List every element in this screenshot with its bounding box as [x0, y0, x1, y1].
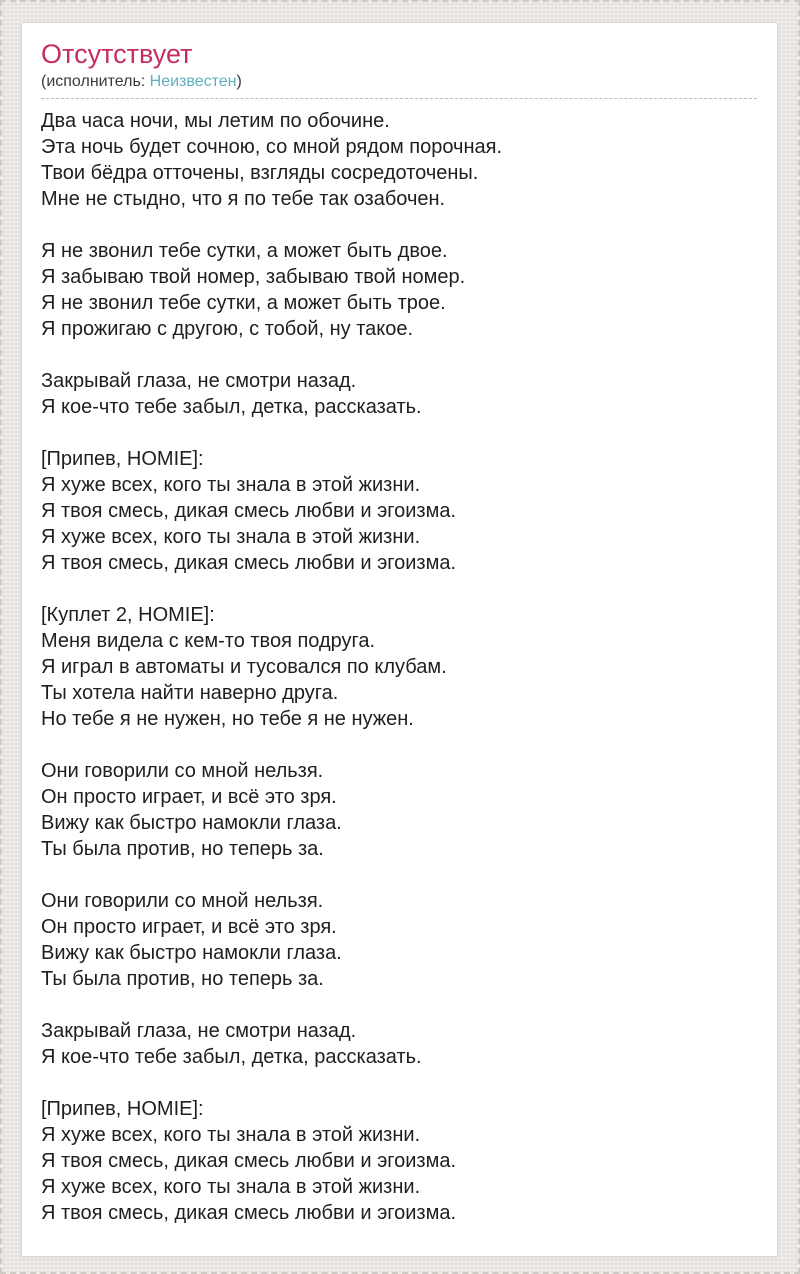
- lyrics-line: Вижу как быстро намокли глаза.: [41, 942, 342, 964]
- lyrics-line: Я твоя смесь, дикая смесь любви и эгоизма.: [41, 552, 457, 574]
- lyrics-line: Я твоя смесь, дикая смесь любви и эгоизма.: [41, 500, 457, 522]
- lyrics-line: Вижу как быстро намокли глаза.: [41, 812, 342, 834]
- lyrics-line: Меня видела с кем-то твоя подруга.: [41, 630, 376, 652]
- lyrics-line: Я кое-что тебе забыл, детка, рассказать.: [41, 1046, 422, 1068]
- lyrics-line: [Куплет 2, HOMIE]:: [41, 604, 215, 626]
- lyrics-line: Они говорили со мной нельзя.: [41, 890, 324, 912]
- lyrics-line: Эта ночь будет сочною, со мной рядом порочная.: [41, 136, 503, 158]
- artist-link[interactable]: Неизвестен: [149, 73, 237, 90]
- lyrics-line: Твои бёдра отточены, взгляды сосредоточены.: [41, 162, 479, 184]
- lyrics-stanza: [41, 368, 757, 420]
- page-title: Отсутствует: [41, 39, 193, 69]
- lyrics-line: Я забываю твой номер, забываю твой номер.: [41, 266, 466, 288]
- lyrics-card: [21, 22, 778, 1257]
- lyrics-stanza: [41, 446, 757, 576]
- song-subtitle: [41, 71, 757, 92]
- lyrics-stanza: [41, 1096, 757, 1226]
- lyrics: [41, 108, 757, 1226]
- lyrics-line: Я хуже всех, кого ты знала в этой жизни.: [41, 1176, 421, 1198]
- lyrics-line: Я кое-что тебе забыл, детка, рассказать.: [41, 396, 422, 418]
- lyrics-line: Я прожигаю с другою, с тобой, ну такое.: [41, 318, 414, 340]
- song-header: [41, 23, 757, 99]
- lyrics-line: Но тебе я не нужен, но тебе я не нужен.: [41, 708, 414, 730]
- lyrics-line: Мне не стыдно, что я по тебе так озабочен.: [41, 188, 446, 210]
- lyrics-line: Я твоя смесь, дикая смесь любви и эгоизма.: [41, 1150, 457, 1172]
- lyrics-line: Ты была против, но теперь за.: [41, 968, 324, 990]
- lyrics-stanza: [41, 238, 757, 342]
- lyrics-line: Я твоя смесь, дикая смесь любви и эгоизма.: [41, 1202, 457, 1224]
- lyrics-line: Закрывай глаза, не смотри назад.: [41, 370, 357, 392]
- lyrics-line: Я играл в автоматы и тусовался по клубам.: [41, 656, 447, 678]
- lyrics-line: Два часа ночи, мы летим по обочине.: [41, 110, 390, 132]
- lyrics-line: Я хуже всех, кого ты знала в этой жизни.: [41, 1124, 421, 1146]
- lyrics-stanza: [41, 888, 757, 992]
- lyrics-line: Я хуже всех, кого ты знала в этой жизни.: [41, 474, 421, 496]
- lyrics-line: Я не звонил тебе сутки, а может быть трое.: [41, 292, 446, 314]
- lyrics-stanza: [41, 1018, 757, 1070]
- lyrics-line: [Припев, HOMIE]:: [41, 1098, 204, 1120]
- subtitle-suffix: ): [236, 73, 242, 90]
- lyrics-line: Я не звонил тебе сутки, а может быть двое.: [41, 240, 448, 262]
- lyrics-stanza: [41, 108, 757, 212]
- lyrics-stanza: [41, 758, 757, 862]
- lyrics-line: Закрывай глаза, не смотри назад.: [41, 1020, 357, 1042]
- lyrics-stanza: [41, 602, 757, 732]
- subtitle-prefix: (исполнитель:: [41, 73, 150, 90]
- lyrics-line: Он просто играет, и всё это зря.: [41, 916, 337, 938]
- lyrics-line: Он просто играет, и всё это зря.: [41, 786, 337, 808]
- lyrics-line: Они говорили со мной нельзя.: [41, 760, 324, 782]
- lyrics-line: [Припев, HOMIE]:: [41, 448, 204, 470]
- lyrics-line: Ты была против, но теперь за.: [41, 838, 324, 860]
- lyrics-line: Ты хотела найти наверно друга.: [41, 682, 339, 704]
- lyrics-line: Я хуже всех, кого ты знала в этой жизни.: [41, 526, 421, 548]
